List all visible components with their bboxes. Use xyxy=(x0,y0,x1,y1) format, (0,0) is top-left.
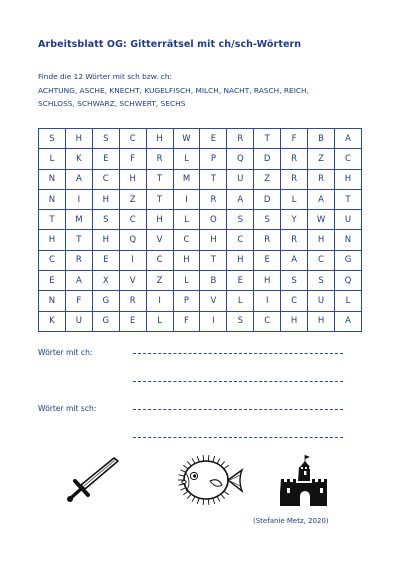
grid-cell[interactable]: D xyxy=(254,149,281,169)
grid-cell[interactable]: Q xyxy=(227,149,254,169)
grid-cell[interactable]: L xyxy=(334,291,361,311)
grid-cell[interactable]: G xyxy=(92,291,119,311)
answer-line-sch-1[interactable] xyxy=(133,409,343,410)
grid-row xyxy=(39,149,362,169)
grid-cell[interactable]: H xyxy=(308,311,335,331)
grid-cell[interactable]: L xyxy=(173,271,200,291)
grid-cell[interactable]: I xyxy=(146,291,173,311)
grid-cell[interactable]: H xyxy=(254,271,281,291)
grid-cell[interactable]: H xyxy=(146,129,173,149)
grid-cell[interactable]: N xyxy=(39,169,66,189)
grid-cell[interactable]: C xyxy=(173,230,200,250)
grid-cell[interactable]: T xyxy=(39,210,66,230)
grid-cell[interactable]: Z xyxy=(146,271,173,291)
grid-cell[interactable]: E xyxy=(39,271,66,291)
pufferfish-icon xyxy=(170,449,250,511)
grid-cell[interactable]: H xyxy=(281,311,308,331)
grid-cell[interactable]: M xyxy=(173,169,200,189)
grid-cell[interactable]: S xyxy=(227,311,254,331)
grid-cell[interactable]: A xyxy=(281,250,308,270)
grid-cell[interactable]: S xyxy=(308,271,335,291)
answer-line-ch-1[interactable] xyxy=(133,353,343,354)
grid-cell[interactable]: C xyxy=(92,169,119,189)
grid-row xyxy=(39,291,362,311)
grid-cell[interactable]: S xyxy=(227,210,254,230)
grid-cell[interactable]: A xyxy=(334,129,361,149)
grid-cell[interactable]: R xyxy=(308,169,335,189)
word-search-grid xyxy=(38,128,362,332)
grid-cell[interactable]: E xyxy=(254,250,281,270)
grid-cell[interactable]: H xyxy=(308,230,335,250)
answer-line-sch-2[interactable] xyxy=(133,437,343,438)
grid-cell[interactable]: H xyxy=(92,230,119,250)
grid-cell[interactable]: V xyxy=(146,230,173,250)
grid-cell[interactable]: R xyxy=(254,230,281,250)
grid-cell[interactable]: C xyxy=(119,210,146,230)
grid-row xyxy=(39,311,362,331)
castle-icon xyxy=(280,455,330,507)
grid-cell[interactable]: S xyxy=(92,129,119,149)
grid-cell[interactable]: R xyxy=(119,291,146,311)
grid-cell[interactable]: C xyxy=(334,149,361,169)
grid-cell[interactable]: A xyxy=(308,189,335,209)
grid-cell[interactable]: T xyxy=(254,129,281,149)
grid-cell[interactable]: U xyxy=(308,291,335,311)
grid-cell[interactable]: E xyxy=(92,149,119,169)
instructions xyxy=(38,70,309,111)
grid-row xyxy=(39,129,362,149)
grid-cell[interactable]: C xyxy=(227,230,254,250)
grid-row xyxy=(39,210,362,230)
grid-cell[interactable]: S xyxy=(39,129,66,149)
grid-cell[interactable]: L xyxy=(227,291,254,311)
grid-cell[interactable]: F xyxy=(173,311,200,331)
grid-cell[interactable]: Y xyxy=(281,210,308,230)
grid-cell[interactable]: R xyxy=(227,129,254,149)
grid-cell[interactable]: N xyxy=(39,291,66,311)
grid-cell[interactable]: I xyxy=(65,189,92,209)
grid-cell[interactable]: C xyxy=(119,129,146,149)
grid-cell[interactable]: H xyxy=(92,189,119,209)
grid-cell[interactable]: C xyxy=(39,250,66,270)
worksheet-title: Arbeitsblatt OG: Gitterrätsel mit ch/sch-Wörtern xyxy=(38,39,302,50)
grid-cell[interactable]: B xyxy=(200,271,227,291)
grid-cell[interactable]: Z xyxy=(308,149,335,169)
grid-cell[interactable]: I xyxy=(200,311,227,331)
grid-cell[interactable]: L xyxy=(173,210,200,230)
grid-cell[interactable]: S xyxy=(281,271,308,291)
grid-cell[interactable]: C xyxy=(308,250,335,270)
grid-cell[interactable]: U xyxy=(227,169,254,189)
grid-cell[interactable]: S xyxy=(92,210,119,230)
grid-cell[interactable]: F xyxy=(281,129,308,149)
instruction-text: Finde die 12 Wörter mit sch bzw. ch: xyxy=(38,72,173,81)
sword-icon xyxy=(62,455,122,505)
grid-cell[interactable]: H xyxy=(334,169,361,189)
grid-cell[interactable]: K xyxy=(65,149,92,169)
grid-cell[interactable]: H xyxy=(119,169,146,189)
grid-cell[interactable]: I xyxy=(254,291,281,311)
grid-cell[interactable]: C xyxy=(146,250,173,270)
grid-cell[interactable]: T xyxy=(200,169,227,189)
grid-cell[interactable]: N xyxy=(39,189,66,209)
grid-cell[interactable]: C xyxy=(254,311,281,331)
grid-cell[interactable]: B xyxy=(308,129,335,149)
grid-cell[interactable]: T xyxy=(146,169,173,189)
grid-cell[interactable]: H xyxy=(173,250,200,270)
grid-cell[interactable]: R xyxy=(65,250,92,270)
word-list-line-1: ACHTUNG, ASCHE, KNECHT, KUGELFISCH, MILCH, NACHT, RASCH, REICH, xyxy=(38,85,309,95)
grid-cell[interactable]: F xyxy=(65,291,92,311)
grid-cell[interactable]: L xyxy=(146,311,173,331)
grid-cell[interactable]: O xyxy=(200,210,227,230)
grid-cell[interactable]: T xyxy=(200,250,227,270)
grid-cell[interactable]: K xyxy=(39,311,66,331)
grid-cell[interactable]: Q xyxy=(334,271,361,291)
grid-row xyxy=(39,250,362,270)
grid-cell[interactable]: Z xyxy=(254,169,281,189)
grid-cell[interactable]: R xyxy=(281,169,308,189)
grid-cell[interactable]: P xyxy=(200,149,227,169)
grid-cell[interactable]: D xyxy=(254,189,281,209)
grid-cell[interactable]: P xyxy=(173,291,200,311)
grid-cell[interactable]: V xyxy=(200,291,227,311)
grid-cell[interactable]: R xyxy=(146,149,173,169)
grid-cell[interactable]: C xyxy=(281,291,308,311)
grid-cell[interactable]: A xyxy=(65,271,92,291)
answer-line-ch-2[interactable] xyxy=(133,381,343,382)
answer-label-sch: Wörter mit sch: xyxy=(38,404,97,413)
grid-cell[interactable]: E xyxy=(119,311,146,331)
word-list-line-2: SCHLOSS, SCHWARZ, SCHWERT, SECHS xyxy=(38,99,186,108)
grid-row xyxy=(39,169,362,189)
grid-cell[interactable]: H xyxy=(200,230,227,250)
grid-cell[interactable]: U xyxy=(334,210,361,230)
grid-cell[interactable]: I xyxy=(119,250,146,270)
grid-cell[interactable]: H xyxy=(146,210,173,230)
grid-row xyxy=(39,189,362,209)
grid-cell[interactable]: W xyxy=(173,129,200,149)
grid-cell[interactable]: S xyxy=(254,210,281,230)
grid-cell[interactable]: V xyxy=(119,271,146,291)
grid-cell[interactable]: G xyxy=(92,311,119,331)
grid-row xyxy=(39,271,362,291)
grid-cell[interactable]: N xyxy=(334,230,361,250)
grid-cell[interactable]: L xyxy=(39,149,66,169)
grid-cell[interactable]: T xyxy=(65,230,92,250)
grid-cell[interactable]: L xyxy=(281,189,308,209)
grid-cell[interactable]: M xyxy=(65,210,92,230)
grid-cell[interactable]: E xyxy=(227,271,254,291)
grid-cell[interactable]: H xyxy=(227,250,254,270)
grid-cell[interactable]: A xyxy=(334,311,361,331)
grid-cell[interactable]: R xyxy=(200,189,227,209)
grid-cell[interactable]: G xyxy=(334,250,361,270)
grid-cell[interactable]: H xyxy=(39,230,66,250)
grid-cell[interactable]: E xyxy=(92,250,119,270)
grid-cell[interactable]: I xyxy=(173,189,200,209)
grid-cell[interactable]: Z xyxy=(119,189,146,209)
grid-cell[interactable]: E xyxy=(200,129,227,149)
grid-cell[interactable]: Q xyxy=(119,230,146,250)
grid-cell[interactable]: F xyxy=(119,149,146,169)
grid-cell[interactable]: L xyxy=(173,149,200,169)
answer-label-ch: Wörter mit ch: xyxy=(38,348,93,357)
grid-cell[interactable]: X xyxy=(92,271,119,291)
author-credit: (Stefanie Metz, 2020) xyxy=(253,517,329,525)
grid-cell[interactable]: A xyxy=(227,189,254,209)
grid-cell[interactable]: T xyxy=(146,189,173,209)
grid-cell[interactable]: H xyxy=(65,129,92,149)
grid-cell[interactable]: R xyxy=(281,230,308,250)
grid-cell[interactable]: R xyxy=(281,149,308,169)
grid-cell[interactable]: A xyxy=(65,169,92,189)
grid-cell[interactable]: T xyxy=(334,189,361,209)
grid-cell[interactable]: U xyxy=(65,311,92,331)
grid-row xyxy=(39,230,362,250)
grid-cell[interactable]: W xyxy=(308,210,335,230)
